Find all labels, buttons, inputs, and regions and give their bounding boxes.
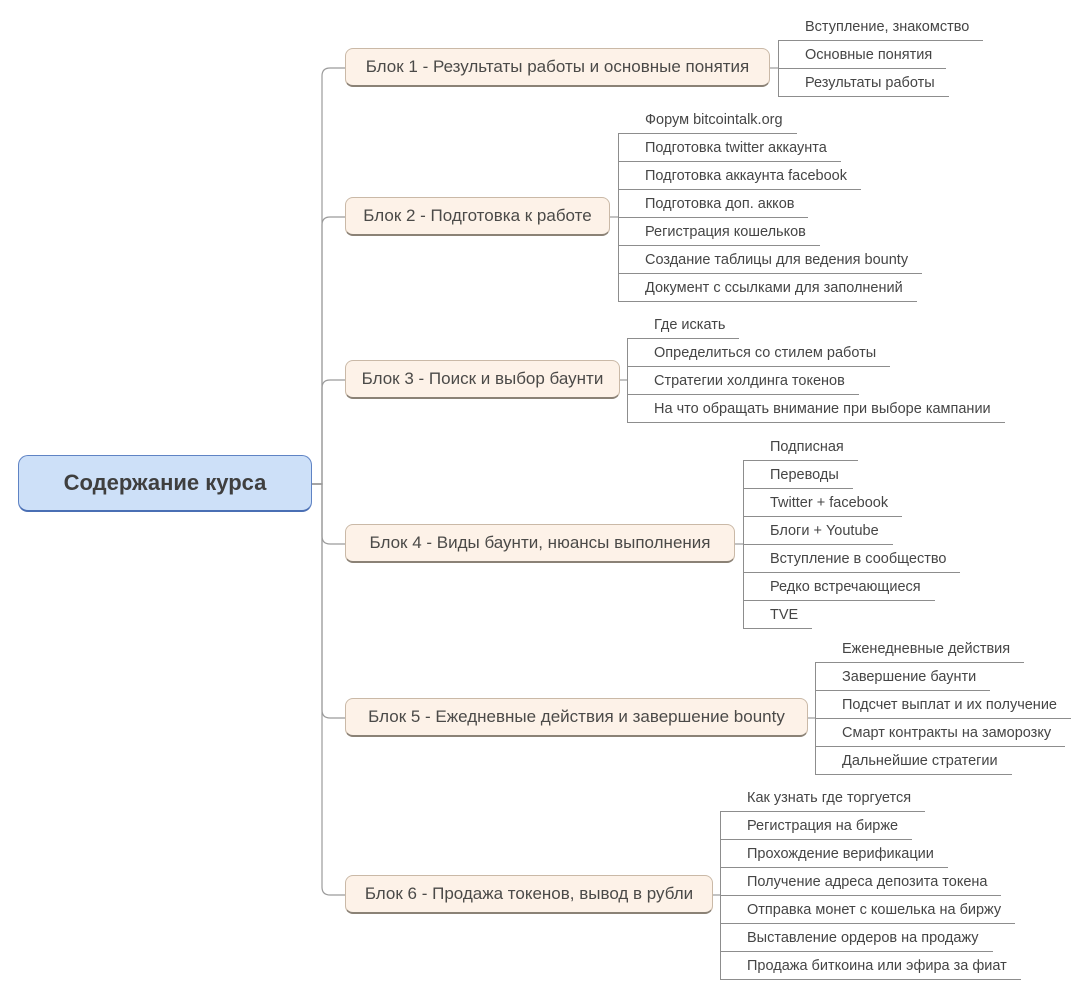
block-node-4-label: Блок 4 - Виды баунти, нюансы выполнения	[369, 533, 711, 552]
leaf-node-b4-6[interactable]: Редко встречающиеся	[743, 574, 935, 601]
leaf-node-b3-4[interactable]: На что обращать внимание при выборе кампании	[627, 396, 1005, 423]
block-node-5-label: Блок 5 - Ежедневные действия и завершение bounty	[368, 707, 785, 726]
leaf-node-b3-1[interactable]: Где искать	[627, 312, 739, 339]
leaf-node-b2-4[interactable]: Подготовка доп. акков	[618, 191, 808, 218]
leaf-node-b5-4[interactable]: Смарт контракты на заморозку	[815, 720, 1065, 747]
leaf-node-b5-1[interactable]: Еженедневные действия	[815, 636, 1024, 663]
block-node-1-label: Блок 1 - Результаты работы и основные понятия	[365, 57, 750, 76]
leaf-node-b3-2[interactable]: Определиться со стилем работы	[627, 340, 890, 367]
block-node-4[interactable]	[345, 524, 735, 563]
block-node-6[interactable]	[345, 875, 713, 914]
block-node-3[interactable]	[345, 360, 620, 399]
leaf-node-b1-3[interactable]: Результаты работы	[778, 70, 949, 97]
leaf-node-b2-6[interactable]: Создание таблицы для ведения bounty	[618, 247, 922, 274]
block-node-6-label: Блок 6 - Продажа токенов, вывод в рубли	[364, 884, 694, 903]
trunk-branch-block6	[312, 484, 345, 895]
leaf-node-b5-3[interactable]: Подсчет выплат и их получение	[815, 692, 1071, 719]
leaf-node-b1-1[interactable]: Вступление, знакомство	[778, 14, 983, 41]
trunk-branch-block2	[312, 217, 345, 484]
leaf-node-b4-3[interactable]: Twitter + facebook	[743, 490, 902, 517]
leaf-node-b4-2[interactable]: Переводы	[743, 462, 853, 489]
leaf-node-b5-5[interactable]: Дальнейшие стратегии	[815, 748, 1012, 775]
leaf-node-b6-7[interactable]: Продажа биткоина или эфира за фиат	[720, 953, 1021, 980]
leaf-node-b2-5[interactable]: Регистрация кошельков	[618, 219, 820, 246]
leaf-node-b2-7[interactable]: Документ с ссылками для заполнений	[618, 275, 917, 302]
trunk-branch-block4	[312, 484, 345, 544]
leaf-node-b2-3[interactable]: Подготовка аккаунта facebook	[618, 163, 861, 190]
leaf-node-b4-1[interactable]: Подписная	[743, 434, 858, 461]
leaf-node-b6-4[interactable]: Получение адреса депозита токена	[720, 869, 1001, 896]
trunk-branch-block1	[312, 68, 345, 484]
leaf-node-b6-3[interactable]: Прохождение верификации	[720, 841, 948, 868]
leaf-node-b5-2[interactable]: Завершение баунти	[815, 664, 990, 691]
leaf-node-b4-4[interactable]: Блоги + Youtube	[743, 518, 893, 545]
leaf-node-b2-1[interactable]: Форум bitcointalk.org	[618, 107, 797, 134]
block-node-3-label: Блок 3 - Поиск и выбор баунти	[361, 369, 604, 388]
trunk-branch-block3	[312, 380, 345, 484]
root-node-label: Содержание курса	[63, 470, 267, 495]
block-node-5[interactable]	[345, 698, 808, 737]
leaf-node-b1-2[interactable]: Основные понятия	[778, 42, 946, 69]
block-node-2-label: Блок 2 - Подготовка к работе	[363, 206, 592, 225]
leaf-node-b4-5[interactable]: Вступление в сообщество	[743, 546, 960, 573]
trunk-branch-block5	[312, 484, 345, 718]
leaf-node-b2-2[interactable]: Подготовка twitter аккаунта	[618, 135, 841, 162]
leaf-node-b6-5[interactable]: Отправка монет с кошелька на биржу	[720, 897, 1015, 924]
leaf-node-b6-2[interactable]: Регистрация на бирже	[720, 813, 912, 840]
leaf-node-b6-1[interactable]: Как узнать где торгуется	[720, 785, 925, 812]
block-node-1[interactable]	[345, 48, 770, 87]
leaf-node-b4-7[interactable]: TVE	[743, 602, 812, 629]
leaf-node-b3-3[interactable]: Стратегии холдинга токенов	[627, 368, 859, 395]
root-node[interactable]	[18, 455, 312, 512]
block-node-2[interactable]	[345, 197, 610, 236]
leaf-node-b6-6[interactable]: Выставление ордеров на продажу	[720, 925, 993, 952]
